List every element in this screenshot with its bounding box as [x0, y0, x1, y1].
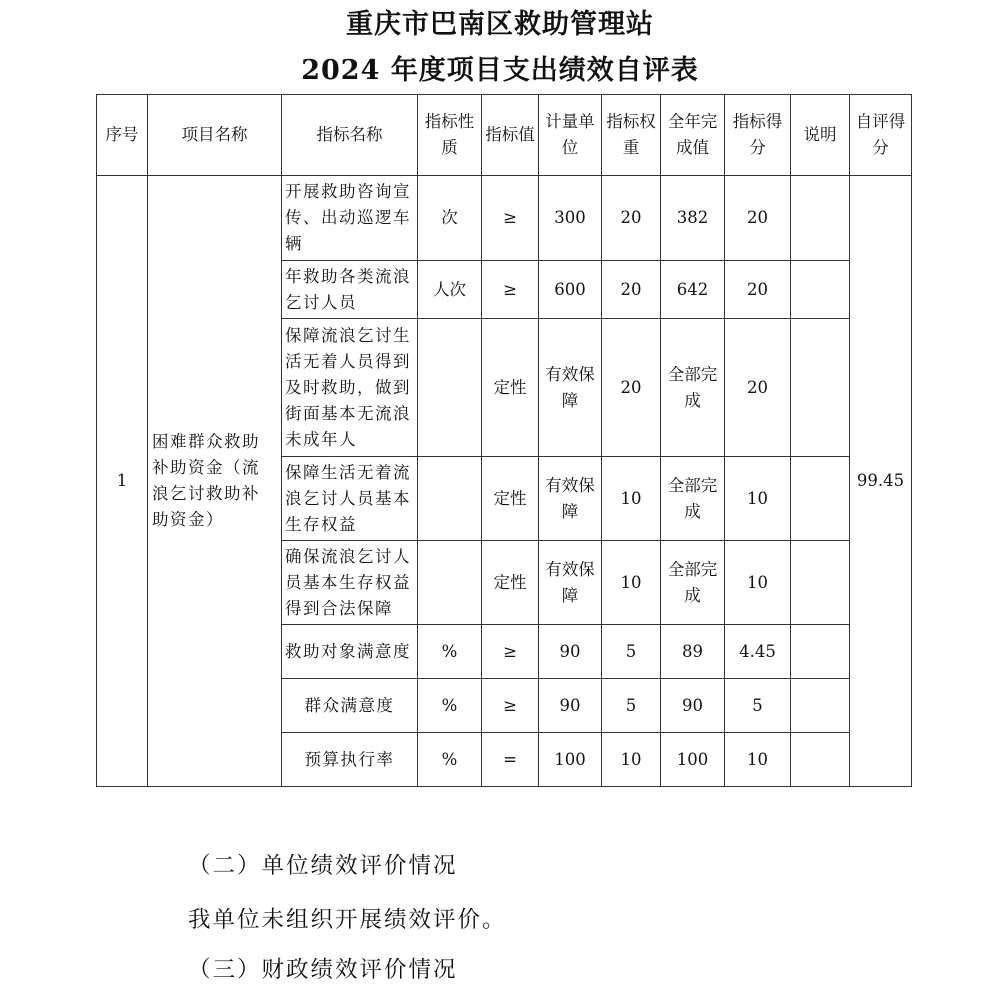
- unit-cell: 600: [539, 261, 602, 319]
- value-cell: ≥: [482, 679, 539, 733]
- indicator-cell: 保障生活无着流浪乞讨人员基本生存权益: [282, 457, 418, 541]
- performance-table: [96, 94, 912, 787]
- indicator-cell: 群众满意度: [282, 679, 418, 733]
- weight-cell: 5: [602, 679, 661, 733]
- nature-cell: 次: [418, 176, 482, 261]
- score-cell: 20: [725, 261, 791, 319]
- unit-cell: 90: [539, 625, 602, 679]
- indicator-cell: 预算执行率: [282, 733, 418, 787]
- weight-cell: 10: [602, 733, 661, 787]
- nature-cell: %: [418, 625, 482, 679]
- header-completed: 全年完成值: [661, 95, 725, 176]
- value-cell: =: [482, 733, 539, 787]
- nature-cell: %: [418, 733, 482, 787]
- weight-cell: 20: [602, 176, 661, 261]
- note-cell: [791, 733, 850, 787]
- note-cell: [791, 679, 850, 733]
- section-heading-unit-eval: （二）单位绩效评价情况: [188, 853, 458, 879]
- indicator-cell: 救助对象满意度: [282, 625, 418, 679]
- value-cell: ≥: [482, 176, 539, 261]
- unit-cell: 300: [539, 176, 602, 261]
- nature-cell: [418, 319, 482, 457]
- self-score-cell: 99.45: [850, 176, 912, 787]
- completed-cell: 642: [661, 261, 725, 319]
- unit-cell: 有效保障: [539, 319, 602, 457]
- header-unit: 计量单位: [539, 95, 602, 176]
- header-self-score: 自评得分: [850, 95, 912, 176]
- section-heading-finance-eval: （三）财政绩效评价情况: [188, 957, 458, 983]
- indicator-cell: 年救助各类流浪乞讨人员: [282, 261, 418, 319]
- weight-cell: 20: [602, 319, 661, 457]
- header-score: 指标得分: [725, 95, 791, 176]
- value-cell: 定性: [482, 541, 539, 625]
- note-cell: [791, 625, 850, 679]
- note-cell: [791, 541, 850, 625]
- header-seq: 序号: [97, 95, 148, 176]
- weight-cell: 20: [602, 261, 661, 319]
- score-cell: 20: [725, 319, 791, 457]
- nature-cell: [418, 457, 482, 541]
- header-indicator-name: 指标名称: [282, 95, 418, 176]
- score-cell: 10: [725, 733, 791, 787]
- unit-cell: 100: [539, 733, 602, 787]
- score-cell: 20: [725, 176, 791, 261]
- value-cell: 定性: [482, 457, 539, 541]
- note-cell: [791, 319, 850, 457]
- weight-cell: 10: [602, 457, 661, 541]
- nature-cell: 人次: [418, 261, 482, 319]
- note-cell: [791, 261, 850, 319]
- section-text-unit-eval: 我单位未组织开展绩效评价。: [188, 907, 507, 933]
- unit-cell: 90: [539, 679, 602, 733]
- indicator-cell: 确保流浪乞讨人员基本生存权益得到合法保障: [282, 541, 418, 625]
- seq-cell: 1: [97, 176, 148, 787]
- table-row: [97, 176, 912, 261]
- completed-cell: 89: [661, 625, 725, 679]
- header-weight: 指标权重: [602, 95, 661, 176]
- nature-cell: %: [418, 679, 482, 733]
- score-cell: 10: [725, 541, 791, 625]
- completed-cell: 90: [661, 679, 725, 733]
- doc-title-line2: 2024 年度项目支出绩效自评表: [301, 55, 699, 86]
- header-indicator-value: 指标值: [482, 95, 539, 176]
- value-cell: 定性: [482, 319, 539, 457]
- header-note: 说明: [791, 95, 850, 176]
- value-cell: ≥: [482, 625, 539, 679]
- unit-cell: 有效保障: [539, 457, 602, 541]
- header-project-name: 项目名称: [148, 95, 282, 176]
- indicator-cell: 开展救助咨询宣传、出动巡逻车辆: [282, 176, 418, 261]
- score-cell: 5: [725, 679, 791, 733]
- table-header-row: [97, 95, 912, 176]
- note-cell: [791, 457, 850, 541]
- nature-cell: [418, 541, 482, 625]
- project-name-cell: 困难群众救助补助资金（流浪乞讨救助补助资金）: [148, 176, 282, 787]
- note-cell: [791, 176, 850, 261]
- doc-title-line1: 重庆市巴南区救助管理站: [346, 9, 654, 40]
- completed-cell: 全部完成: [661, 541, 725, 625]
- score-cell: 4.45: [725, 625, 791, 679]
- score-cell: 10: [725, 457, 791, 541]
- completed-cell: 全部完成: [661, 319, 725, 457]
- completed-cell: 100: [661, 733, 725, 787]
- weight-cell: 5: [602, 625, 661, 679]
- unit-cell: 有效保障: [539, 541, 602, 625]
- value-cell: ≥: [482, 261, 539, 319]
- header-indicator-nature: 指标性质: [418, 95, 482, 176]
- completed-cell: 全部完成: [661, 457, 725, 541]
- indicator-cell: 保障流浪乞讨生活无着人员得到及时救助，做到街面基本无流浪未成年人: [282, 319, 418, 457]
- completed-cell: 382: [661, 176, 725, 261]
- weight-cell: 10: [602, 541, 661, 625]
